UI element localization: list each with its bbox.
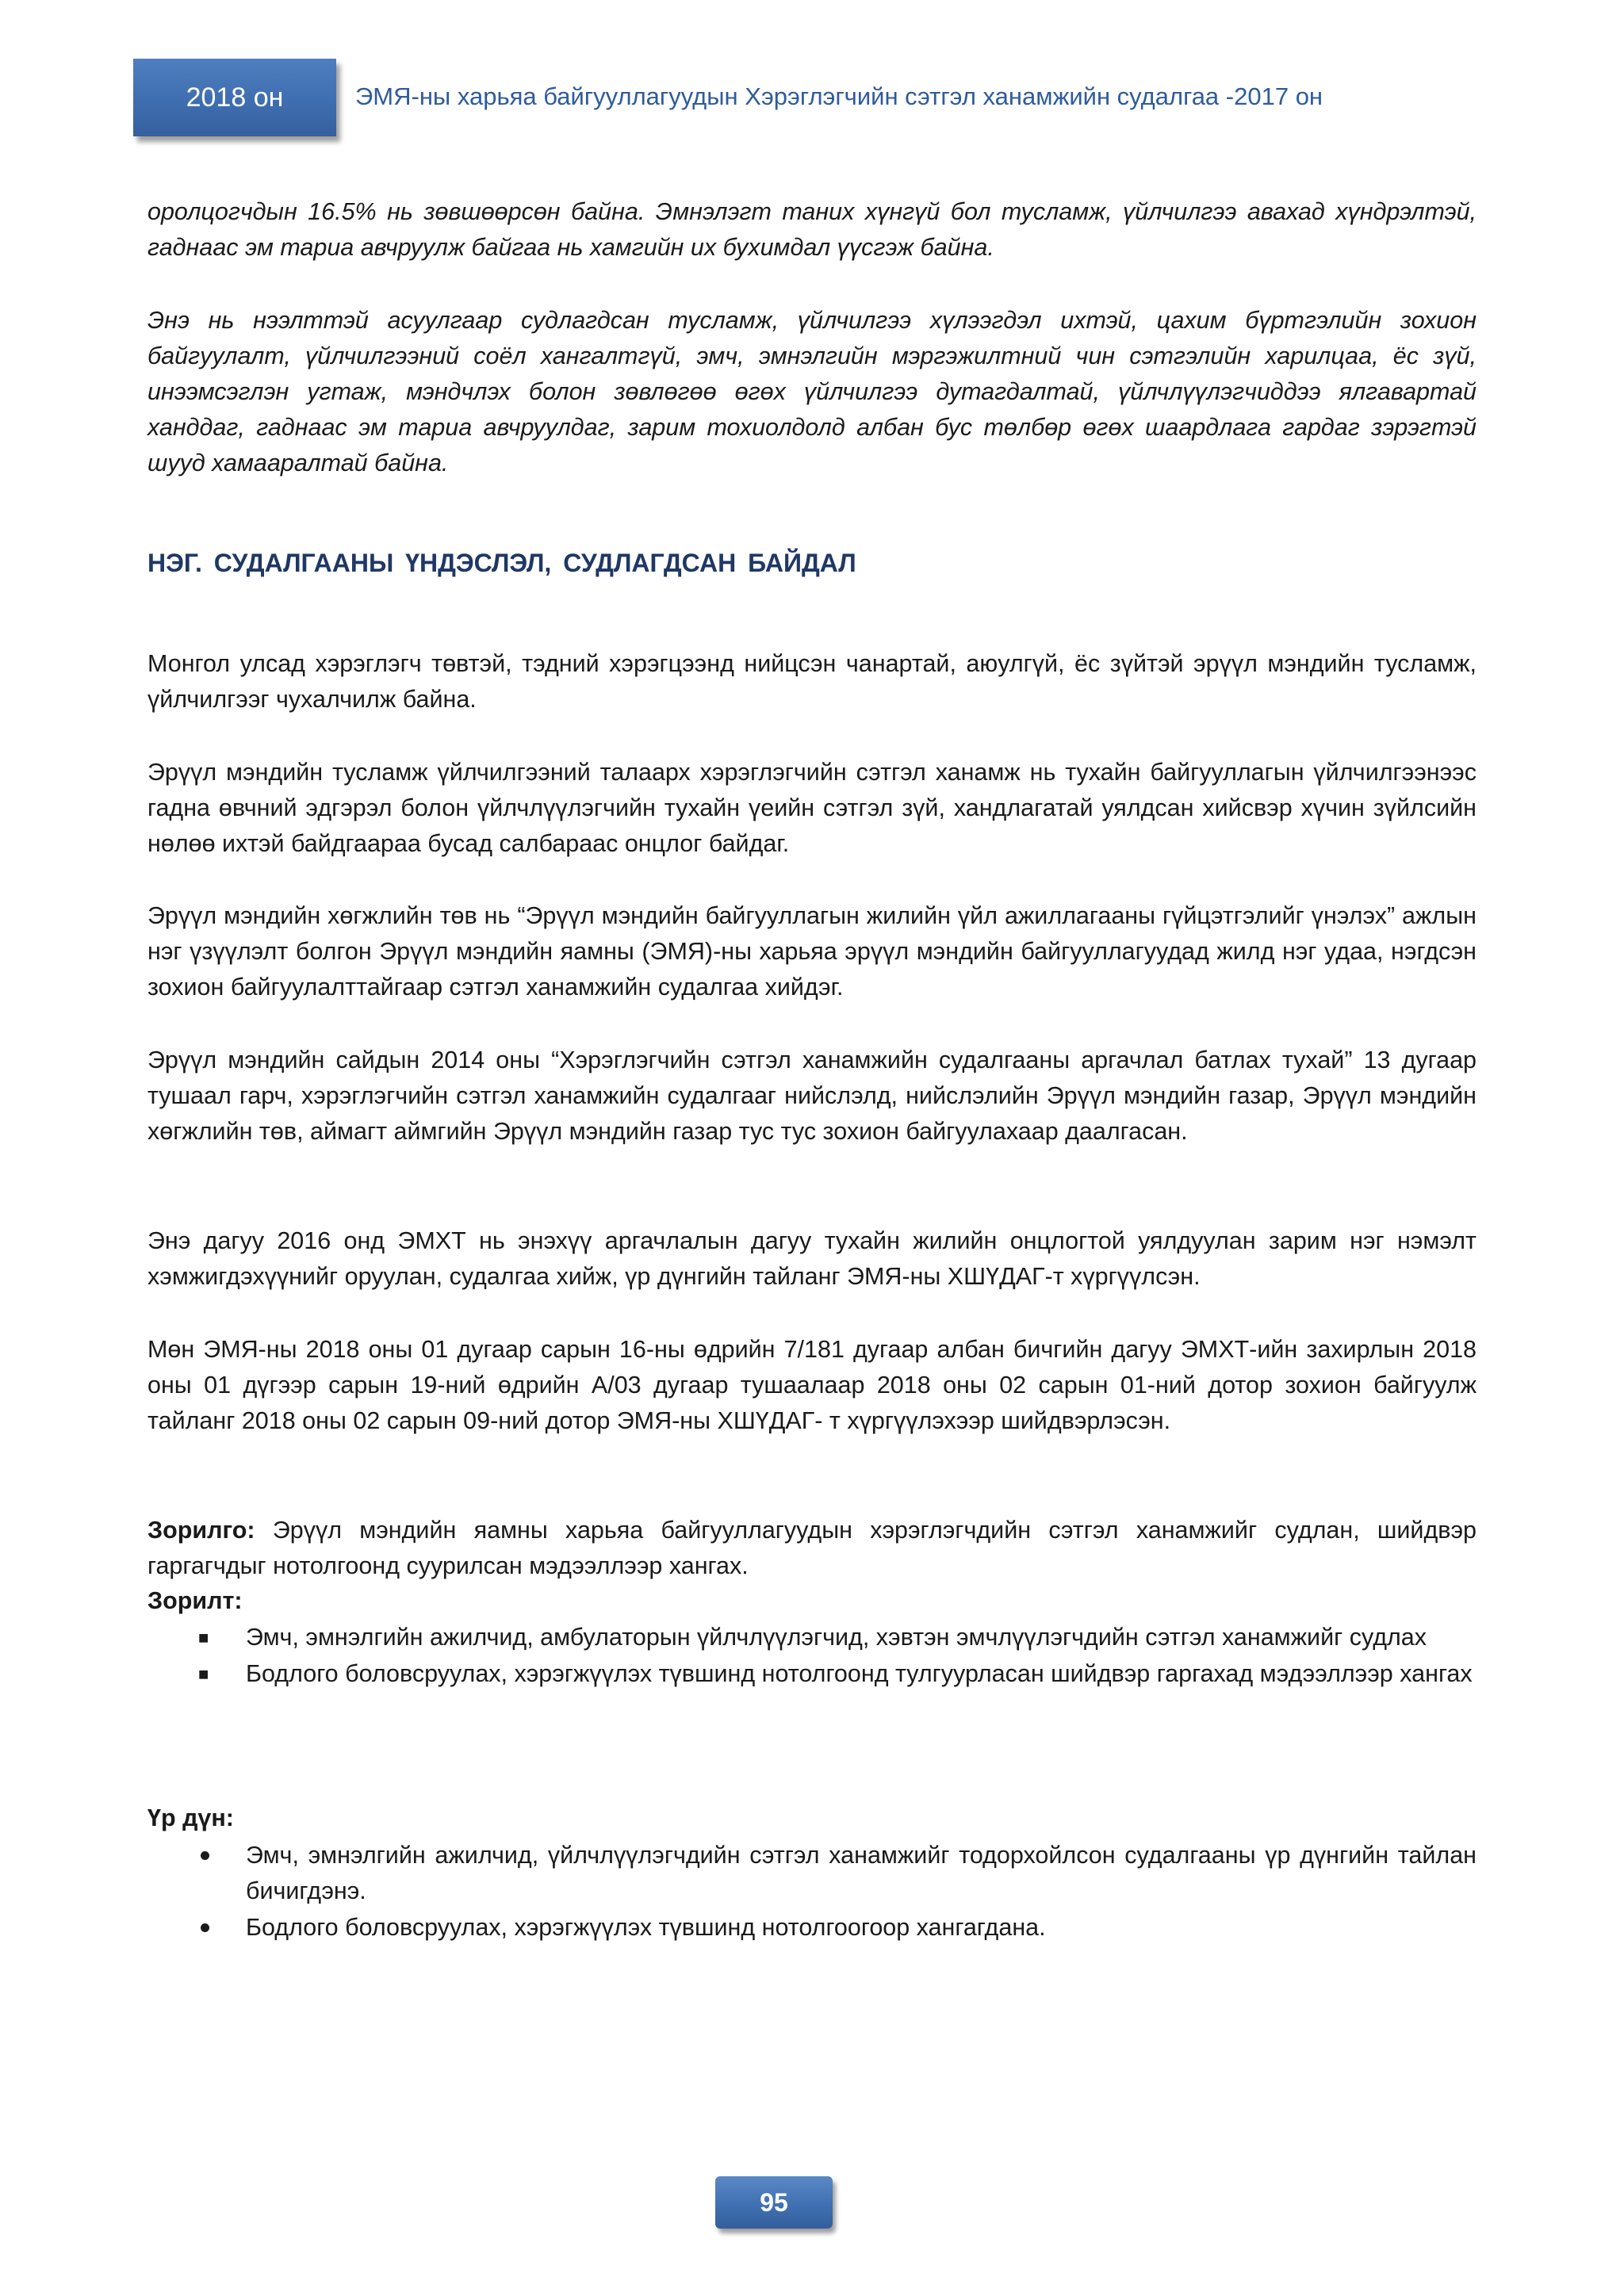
page-number: 95 (715, 2176, 833, 2229)
body-paragraph-3: Эрүүл мэндийн хөгжлийн төв нь “Эрүүл мэндийн байгууллагын жилийн үйл ажиллагааны гүйцэтгэлийг үнэлэх” ажлын нэг үзүүлэлт болгон Эрүүл мэндийн яамны (ЭМЯ)-ны харьяа эрүүл мэндийн байгууллагуудад жилд нэг удаа, нэгдсэн зохион байгуулалттайгаар сэтгэл ханамжийн судалгаа хийдэг. (147, 902, 1477, 1001)
intro-paragraph-2: Энэ нь нээлттэй асуулгаар судлагдсан тусламж, үйлчилгээ хүлээгдэл ихтэй, цахим бүртгэлийн зохион байгуулалт, үйлчилгээний соёл хангалтгүй, эмч, эмнэлгийн мэргэжилтний чин сэтгэлийн харилцаа, ёс зүй, инээмсэглэн угтаж, мэндчлэх болон зөвлөгөө өгөх үйлчилгээ дутагдалтай, үйлчлүүлэгчиддээ ялгавартай ханддаг, гаднаас эм тариа авчруулдаг, зарим тохиолдолд албан бус төлбөр өгөх шаардлага гардаг зэрэгтэй шууд хамааралтай байна. (147, 307, 1477, 476)
list-item: ■ Бодлого боловсруулах, хэрэгжүүлэх түвшинд нотолгоонд тулгуурласан шийдвэр гаргахад мэдээллээр хангах (147, 1656, 1477, 1692)
objectives-label: Зорилт: (147, 1587, 243, 1614)
list-item: Эмч, эмнэлгийн ажилчид, үйлчлүүлэгчдийн сэтгэл ханамжийг тодорхойлсон судалгааны үр дүнгийн тайлан бичигдэнэ. (147, 1838, 1477, 1909)
square-bullet-icon: ■ (198, 1664, 209, 1684)
outcomes-label: Үр дүн: (147, 1804, 234, 1831)
header-title: ЭМЯ-ны харьяа байгууллагуудын Хэрэглэгчийн сэтгэл ханамжийн судалгаа -2017 он (355, 82, 1323, 110)
intro-paragraph-1: оролцогчдын 16.5% нь зөвшөөрсөн байна. Эмнэлэгт таних хүнгүй бол тусламж, үйлчилгээ авахад хүндрэлтэй, гаднаас эм тариа авчруулж байгаа нь хамгийн их бухимдал үүсгэж байна. (147, 198, 1477, 261)
body-paragraph-5: Энэ дагуу 2016 онд ЭМХТ нь энэхүү аргачлалын дагуу тухайн жилийн онцлогтой уялдуулан зарим нэг нэмэлт хэмжигдэхүүнийг оруулан, судалгаа хийж, үр дүнгийн тайланг ЭМЯ-ны ХШҮДАГ-т хүргүүлсэн. (147, 1227, 1477, 1290)
objectives-list (147, 1620, 1477, 1692)
list-item: ■ Эмч, эмнэлгийн ажилчид, амбулаторын үйлчлүүлэгчид, хэвтэн эмчлүүлэгчдийн сэтгэл ханамжийг судлах (147, 1620, 1477, 1655)
body-paragraph-4: Эрүүл мэндийн сайдын 2014 оны “Хэрэглэгчийн сэтгэл ханамжийн судалгааны аргачлал батлах тухай” 13 дугаар тушаал гарч, хэрэглэгчийн сэтгэл ханамжийн судалгааг нийслэлд, нийслэлийн Эрүүл мэндийн газар, Эрүүл мэндийн хөгжлийн төв, аймагт аймгийн Эрүүл мэндийн газар тус тус зохион байгуулахаар даалгасан. (147, 1047, 1477, 1145)
body-paragraph-2: Эрүүл мэндийн тусламж үйлчилгээний талаарх хэрэглэгчийн сэтгэл ханамж нь тухайн байгууллагын үйлчилгээнээс гадна өвчний эдгэрэл болон үйлчлүүлэгчийн тухайн үеийн сэтгэл зүй, хандлагатай уялдсан хийсвэр хүчин зүйлсийн нөлөө ихтэй байдгаараа бусад салбараас онцлог байдаг. (147, 759, 1477, 857)
goal-text: Эрүүл мэндийн яамны харьяа байгууллагуудын хэрэглэгчдийн сэтгэл ханамжийг судлан, шийдвэр гаргагчдыг нотолгоонд суурилсан мэдээллээр хангах. (147, 1517, 1477, 1579)
outcomes-list (147, 1838, 1477, 1946)
section-heading: НЭГ. СУДАЛГААНЫ ҮНДЭСЛЭЛ, СУДЛАГДСАН БАЙДАЛ (147, 549, 856, 577)
round-bullet-icon (201, 1851, 209, 1860)
header-year-badge: 2018 он (133, 59, 336, 136)
list-item: Бодлого боловсруулах, хэрэгжүүлэх түвшинд нотолгоогоор хангагдана. (147, 1910, 1477, 1946)
body-paragraph-1: Монгол улсад хэрэглэгч төвтэй, тэдний хэрэгцээнд нийцсэн чанартай, аюулгүй, ёс зүйтэй эрүүл мэндийн тусламж, үйлчилгээг чухалчилж байна. (147, 650, 1477, 713)
square-bullet-icon: ■ (198, 1628, 209, 1647)
body-paragraph-6: Мөн ЭМЯ-ны 2018 оны 01 дугаар сарын 16-ны өдрийн 7/181 дугаар албан бичгийн дагуу ЭМХТ-ийн захирлын 2018 оны 01 дүгээр сарын 19-ний өдрийн А/03 дугаар тушаалаар 2018 оны 02 сарын 01-ний дотор зохион байгуулж тайланг 2018 оны 02 сарын 09-ний дотор ЭМЯ-ны ХШҮДАГ- т хүргүүлэхээр шийдвэрлэсэн. (147, 1336, 1477, 1434)
goal-paragraph (147, 1513, 1477, 1584)
round-bullet-icon (201, 1923, 209, 1932)
goal-label: Зорилго: (147, 1517, 255, 1544)
